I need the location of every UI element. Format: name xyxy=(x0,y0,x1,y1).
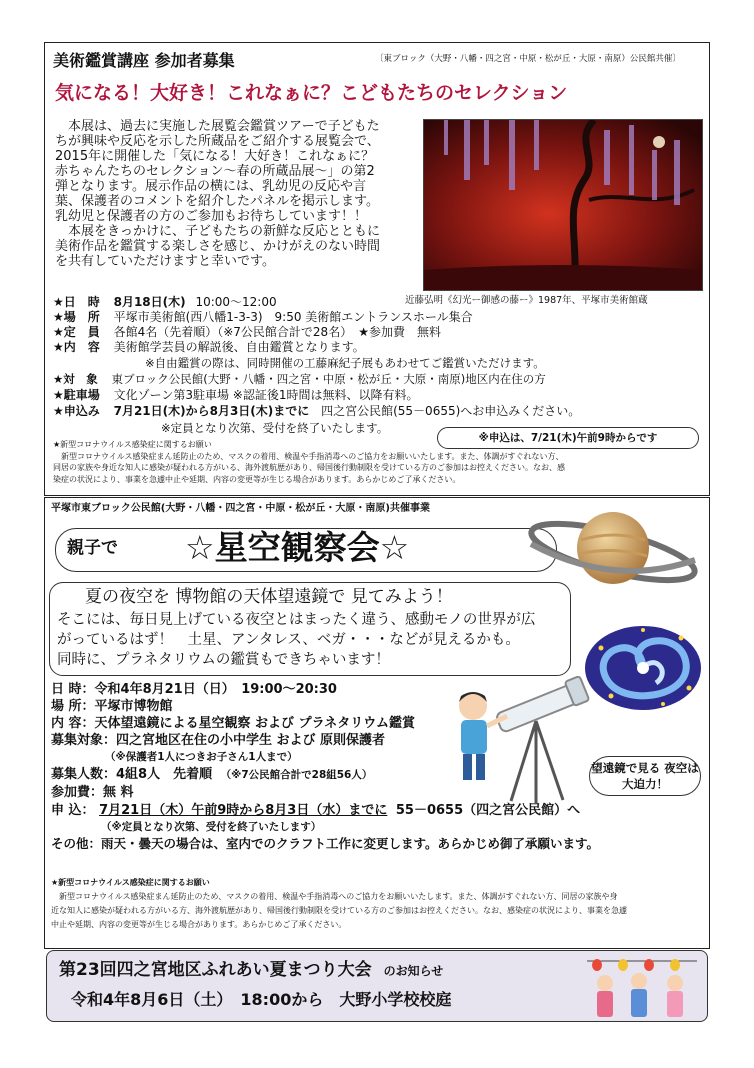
star-apply-note: （※定員となり次第、受付を終了いたします） xyxy=(101,821,322,833)
description-line: 2015年に開催した「気になる！大好き！これなぁに？ xyxy=(55,149,375,164)
detail-label: ★定 員 xyxy=(53,325,100,339)
star-gazing-title: ☆星空観察会☆ xyxy=(185,528,410,567)
detail-parking xyxy=(53,388,419,402)
detail-extra: 10:00～12:00 xyxy=(195,295,277,309)
star-gazing-panel xyxy=(44,497,710,949)
festival-suffix: のお知らせ xyxy=(383,964,444,978)
detail-place xyxy=(53,310,473,324)
detail-datetime xyxy=(53,295,277,309)
detail-label: ★場 所 xyxy=(53,310,100,324)
detail-capacity xyxy=(53,325,441,339)
count-note: （※7公民館合計で28組56人） xyxy=(220,769,373,781)
detail-content xyxy=(53,340,365,354)
covid-line: 近な知人に感染が疑われる方がいる方、海外渡航歴があり、帰国後行動制限を受けている方のご参加はお控えください。なお、感染症の状況により、事業を急遽 xyxy=(51,906,627,915)
description-line: 美術作品を鑑賞する楽しさを感じ、かけがえのない時間 xyxy=(55,239,381,254)
covid-notice-1 xyxy=(53,439,565,485)
description-line: 弾となります。展示作品の横には、乳幼児の反応や言 xyxy=(55,179,366,194)
festival-kids-illustration xyxy=(583,953,701,1019)
festival-details: 令和4年8月6日（土） 18:00から 大野小学校校庭 xyxy=(71,990,452,1009)
star-count xyxy=(51,767,372,783)
covid-title: ★新型コロナウイルス感染症に関するお願い xyxy=(51,878,210,887)
covid-notice-2 xyxy=(51,876,627,932)
art-lecture-panel xyxy=(44,42,710,496)
intro-line: そこには、毎日見上げている夜空とはまったく違う、感動モノの世界が広 xyxy=(57,612,536,628)
apply-note: ※定員となり次第、受付を終了いたします。 xyxy=(161,421,389,435)
intro-lead: 夏の夜空を 博物館の天体望遠鏡で 見てみよう！ xyxy=(85,587,453,607)
covid-line: 同居の家族や身近な知人に感染が疑われる方がいる、海外渡航歴があり、帰国後行動制限を受けている方のご参加はお控えください。なお、感 xyxy=(53,463,565,473)
star-fee: 参加費：無 料 xyxy=(51,785,134,800)
detail-label: ★内 容 xyxy=(53,340,100,354)
star-gazing-header: 平塚市東ブロック公民館(大野・八幡・四之宮・中原・松が丘・大原・南原)共催事業 xyxy=(51,503,430,514)
description-line: 本展をきっかけに、子どもたちの新鮮な反応とともに xyxy=(55,224,381,239)
description-line: 赤ちゃんたちのセレクション～春の所蔵品展～」の第2 xyxy=(55,164,375,179)
covid-line: 新型コロナウイルス感染症まん延防止のため、マスクの着用、検温や手指消毒へのご協力をお願いいたします。また、体調がすぐれない方、 xyxy=(53,451,564,461)
detail-apply xyxy=(53,404,580,418)
intro-line: がっているはず！ 土星、アンタレス、ベガ・・・などが見えるかも。 xyxy=(57,632,520,648)
covid-line: 染症の状況により、事業を急遽中止や延期、内容の変更等が生じる場合があります。あらかじめご了承ください。 xyxy=(53,474,461,484)
covid-line: 新型コロナウイルス感染症まん延防止のため、マスクの着用、検温や手指消毒へのご協力をお願いいたします。また、体調がすぐれない方、同居の家族や身 xyxy=(51,892,618,901)
star-content: 内 容：天体望遠鏡による星空観察 および プラネタリウム鑑賞 xyxy=(51,716,416,731)
detail-value: 各館4名（先着順）（※7公民館合計で28名） ★参加費 無料 xyxy=(113,325,441,339)
detail-label: ★駐車場 xyxy=(53,388,100,402)
detail-value: 8月18日(木) xyxy=(113,295,186,309)
galaxy-image xyxy=(581,618,703,718)
detail-label: ★申込み xyxy=(53,404,100,418)
description-line: ちが興味や反応を示した所蔵品をご紹介する展覧会で、 xyxy=(55,134,380,149)
festival-title-text: 第23回四之宮地区ふれあい夏まつり大会 xyxy=(59,960,372,980)
detail-value: 平塚市美術館(西八幡1-3-3) 9:50 美術館エントランスホール集合 xyxy=(113,310,473,324)
festival-title xyxy=(59,959,443,982)
star-datetime: 日 時：令和4年8月21日（日） 19:00～20:30 xyxy=(51,682,337,697)
intro-line: 同時に、プラネタリウムの鑑賞もできちゃいます！ xyxy=(57,652,390,668)
description-line: 葉、保護者のコメントを紹介したパネルを掲示します。 xyxy=(55,194,379,209)
apply-tail: 55－0655（四之宮公民館）へ xyxy=(395,803,581,818)
painting-image xyxy=(423,119,703,291)
description-line: を共有していただけますと幸いです。 xyxy=(55,254,275,269)
intro-text xyxy=(57,610,535,670)
star-target: 募集対象：四之宮地区在住の小中学生 および 原則保護者 xyxy=(51,733,386,748)
description-line: 乳幼児と保護者の方のご参加もお待ちしています！！ xyxy=(55,209,368,224)
exhibition-headline: 気になる！大好き！これなぁに？こどもたちのセレクション xyxy=(55,82,568,104)
detail-label: ★対 象 xyxy=(53,372,98,386)
summer-festival-banner xyxy=(46,950,708,1022)
star-target-note: （※保護者1人につきお子さん1人まで） xyxy=(105,751,298,763)
apply-place: 四之宮公民館(55－0655)へお申込みください。 xyxy=(321,404,581,418)
star-other: その他：雨天・曇天の場合は、室内でのクラフト工作に変更します。あらかじめ御了承願います。 xyxy=(51,836,600,851)
detail-value: 美術館学芸員の解説後、自由鑑賞となります。 xyxy=(113,340,365,354)
detail-label: ★日 時 xyxy=(53,295,100,309)
detail-value: 文化ゾーン第3駐車場 ※認証後1時間は無料、以降有料。 xyxy=(113,388,419,402)
cohost-note: 〔東ブロック（大野・八幡・四之宮・中原・松が丘・大原・南原）公民館共催〕 xyxy=(375,54,681,64)
covid-title: ★新型コロナウイルス感染症に関するお願い xyxy=(53,440,212,449)
painting-caption: 近藤弘明《幻光ー御感の藤ー》1987年、平塚市美術館蔵 xyxy=(405,295,648,306)
detail-value: 東ブロック公民館(大野・八幡・四之宮・中原・松が丘・大原・南原)地区内在住の方 xyxy=(111,372,546,386)
description-line: 本展は、過去に実施した展覧会鑑賞ツアーで子どもた xyxy=(55,119,380,134)
detail-note: ※自由鑑賞の際は、同時開催の工藤麻紀子展もあわせてご鑑賞いただけます。 xyxy=(145,356,545,370)
star-place: 場 所：平塚市博物館 xyxy=(51,699,173,714)
covid-line: 中止や延期、内容の変更等が生じる場合があります。あらかじめご了承ください。 xyxy=(51,920,347,929)
detail-target xyxy=(53,372,546,386)
apply-start-badge: ※申込は、7/21(木)午前9時からです xyxy=(437,427,699,449)
count-value: 募集人数：4組8人 先着順 xyxy=(51,767,213,782)
apply-dates: 7月21日(木)から8月3日(木)までに xyxy=(113,404,310,418)
art-lecture-title: 美術鑑賞講座 参加者募集 xyxy=(53,51,235,70)
apply-dates: 7月21日（木）午前9時から8月3日（水）までに xyxy=(99,803,388,818)
telescope-illustration xyxy=(441,676,591,806)
exhibition-description xyxy=(55,119,425,269)
oyako-label: 親子で xyxy=(67,538,118,558)
telescope-bubble: 望遠鏡で見る 夜空は大迫力！ xyxy=(589,756,701,796)
apply-prefix: 申 込： xyxy=(51,803,95,818)
